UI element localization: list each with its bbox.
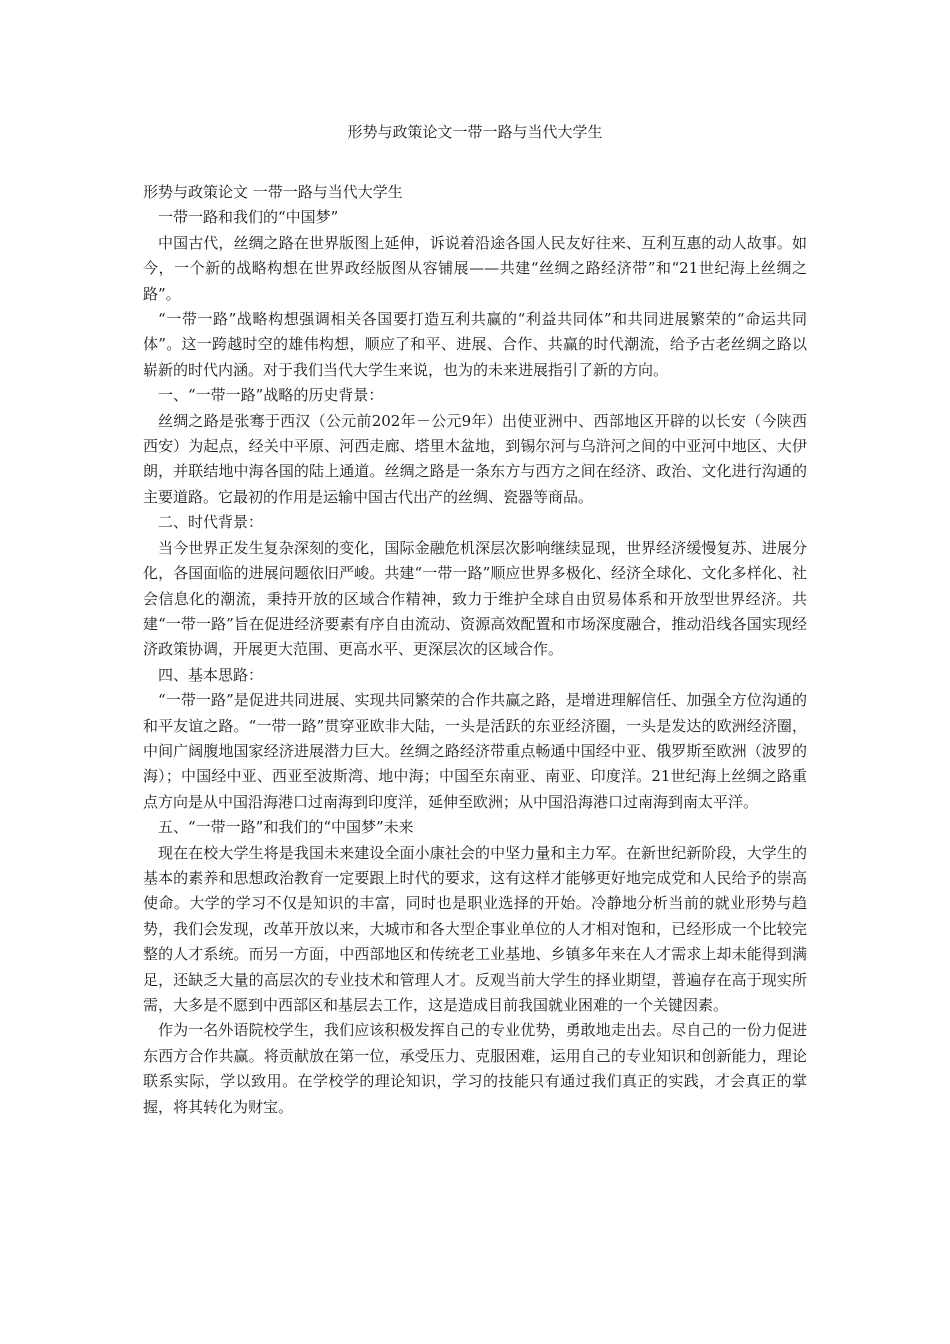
section-heading-history: 一、“一带一路”战略的历史背景： [158,386,384,405]
section-heading-intro: 一带一路和我们的“中国梦” [158,208,339,227]
paragraph-1: 中国古代，丝绸之路在世界版图上延伸，诉说着沿途各国人民友好往来、互利互惠的动人故事。如今，一个新的战略构想在世界政经版图从容铺展——共建“丝绸之路经济带”和“21世纪海上丝绸之路”。 [143,233,807,303]
document-subtitle: 形势与政策论文 一带一路与当代大学生 [143,183,403,201]
section-heading-approach: 四、基本思路： [158,665,264,684]
section-heading-future: 五、“一带一路”和我们的“中国梦”未来 [158,818,414,837]
paragraph-4: 当今世界正发生复杂深刻的变化，国际金融危机深层次影响继续显现，世界经济缓慢复苏、进展分化，各国面临的进展问题依旧严峻。共建“一带一路”顺应世界多极化、经济全球化、文化多样化、社会信息化的潮流，秉持开放的区域合作精神，致力于维护全球自由贸易体系和开放型世界经济。共建“一带一路”旨在促进经济要素有序自由流动、资源高效配置和市场深度融合，推动沿线各国实现经济政策协调，开展更大范围、更高水平、更深层次的区域合作。 [143,538,807,659]
paragraph-5: “一带一路”是促进共同进展、实现共同繁荣的合作共赢之路，是增进理解信任、加强全方位沟通的和平友谊之路。“一带一路”贯穿亚欧非大陆，一头是活跃的东亚经济圈，一头是发达的欧洲经济圈，中间广阔腹地国家经济进展潜力巨大。丝绸之路经济带重点畅通中国经中亚、俄罗斯至欧洲（波罗的海）；中国经中亚、西亚至波斯湾、地中海；中国至东南亚、南亚、印度洋。21世纪海上丝绸之路重点方向是从中国沿海港口过南海到印度洋，延伸至欧洲；从中国沿海港口过南海到南太平洋。 [143,691,807,811]
paragraph-3: 丝绸之路是张骞于西汉（公元前202年－公元9年）出使亚洲中、西部地区开辟的以长安（今陕西西安）为起点，经关中平原、河西走廊、塔里木盆地，到锡尔河与乌浒河之间的中亚河中地区、大伊朗，并联结地中海各国的陆上通道。丝绸之路是一条东方与西方之间在经济、政治、文化进行沟通的主要道路。它最初的作用是运输中国古代出产的丝绸、瓷器等商品。 [143,411,807,506]
section-heading-background: 二、时代背景： [158,513,264,532]
document-title: 形势与政策论文一带一路与当代大学生 [347,123,603,141]
document-page [143,122,807,1120]
paragraph-7: 作为一名外语院校学生，我们应该积极发挥自己的专业优势，勇敢地走出去。尽自己的一份力促进东西方合作共赢。将贡献放在第一位，承受压力、克服困难，运用自己的专业知识和创新能力，理论联系实际，学以致用。在学校学的理论知识，学习的技能只有通过我们真正的实践，才会真正的掌握，将其转化为财宝。 [143,1021,807,1116]
paragraph-2: “一带一路”战略构想强调相关各国要打造互利共赢的“利益共同体”和共同进展繁荣的“命运共同体”。这一跨越时空的雄伟构想，顺应了和平、进展、合作、共赢的时代潮流，给予古老丝绸之路以崭新的时代内涵。对于我们当代大学生来说，也为的未来进展指引了新的方向。 [143,310,807,379]
paragraph-6: 现在在校大学生将是我国未来建设全面小康社会的中坚力量和主力军。在新世纪新阶段，大学生的基本的素养和思想政治教育一定要跟上时代的要求，这有这样才能够更好地完成党和人民给予的崇高使命。大学的学习不仅是知识的丰富，同时也是职业选择的开始。冷静地分析当前的就业形势与趋势，我们会发现，改革开放以来，大城市和各大型企事业单位的人才相对饱和，已经形成一个比较完整的人才系统。而另一方面，中西部地区和传统老工业基地、乡镇多年来在人才需求上却未能得到满足，还缺乏大量的高层次的专业技术和管理人才。反观当前大学生的择业期望，普遍存在高于现实所需，大多是不愿到中西部区和基层去工作，这是造成目前我国就业困难的一个关键因素。 [143,843,807,1014]
